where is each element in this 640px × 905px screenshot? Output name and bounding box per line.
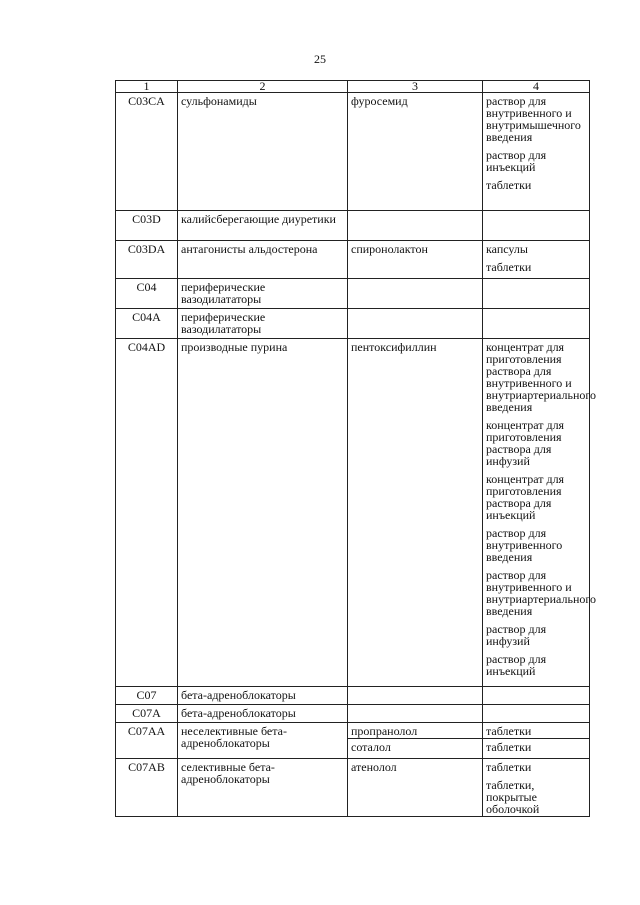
drug-name bbox=[348, 309, 483, 339]
header-col-4: 4 bbox=[483, 81, 590, 93]
dosage-form: раствор для инъекций bbox=[486, 148, 547, 174]
header-col-3: 3 bbox=[348, 81, 483, 93]
dosage-form: таблетки bbox=[483, 738, 589, 754]
drug-name: пентоксифиллин bbox=[348, 339, 483, 687]
group-name: селективные бета-адреноблокаторы bbox=[178, 759, 348, 817]
dosage-forms bbox=[483, 309, 590, 339]
drug-name: соталол bbox=[348, 738, 482, 754]
dosage-form: таблетки, покрытые оболочкой bbox=[486, 778, 540, 816]
dosage-forms bbox=[483, 241, 590, 279]
atc-code: C07A bbox=[116, 705, 178, 723]
table-row bbox=[116, 241, 590, 279]
table-row bbox=[116, 309, 590, 339]
dosage-forms bbox=[483, 705, 590, 723]
drug-name: фуросемид bbox=[348, 93, 483, 211]
table-row bbox=[116, 687, 590, 705]
dosage-form: раствор для внутривенного и внутримышечного введения bbox=[486, 94, 581, 144]
dosage-form: таблетки bbox=[486, 724, 532, 738]
dosage-form: таблетки bbox=[486, 178, 532, 192]
table-row bbox=[116, 759, 590, 817]
atc-code: C07AA bbox=[116, 723, 178, 759]
dosage-form: раствор для внутривенного и внутриартериального введения bbox=[486, 568, 596, 618]
dosage-forms bbox=[483, 759, 590, 817]
atc-code: C04 bbox=[116, 279, 178, 309]
dosage-forms bbox=[483, 93, 590, 211]
dosage-form: таблетки bbox=[486, 760, 532, 774]
group-name: периферические вазодилататоры bbox=[178, 309, 348, 339]
group-name: калийсберегающие диуретики bbox=[178, 211, 348, 241]
drug-name bbox=[348, 687, 483, 705]
dosage-form: концентрат для приготовления раствора для инъекций bbox=[486, 472, 565, 522]
group-name: сульфонамиды bbox=[178, 93, 348, 211]
page-number: 25 bbox=[314, 52, 326, 66]
header-col-2: 2 bbox=[178, 81, 348, 93]
atc-code: C07AB bbox=[116, 759, 178, 817]
dosage-form: раствор для инфузий bbox=[486, 622, 547, 648]
drug-name bbox=[348, 211, 483, 241]
dosage-forms bbox=[483, 687, 590, 705]
dosage-forms bbox=[483, 279, 590, 309]
table-row bbox=[116, 279, 590, 309]
group-name: производные пурина bbox=[178, 339, 348, 687]
dosage-forms bbox=[483, 339, 596, 687]
dosage-form: концентрат для приготовления раствора для инфузий bbox=[486, 418, 565, 468]
atc-code: C03DA bbox=[116, 241, 178, 279]
group-name: неселективные бета-адреноблокаторы bbox=[178, 723, 348, 759]
header-row bbox=[116, 81, 590, 93]
dosage-form: раствор для инъекций bbox=[486, 652, 547, 678]
dosage-forms bbox=[483, 211, 590, 241]
drug-name bbox=[348, 279, 483, 309]
atc-code: C07 bbox=[116, 687, 178, 705]
table-row bbox=[116, 705, 590, 723]
table-row bbox=[116, 211, 590, 241]
dosage-forms bbox=[483, 723, 590, 759]
drug-name bbox=[348, 723, 483, 759]
dosage-form: концентрат для приготовления раствора для внутривенного и внутриартериального введения bbox=[486, 340, 596, 414]
group-name: бета-адреноблокаторы bbox=[178, 687, 348, 705]
group-name: периферические вазодилататоры bbox=[178, 279, 348, 309]
atc-code: C04A bbox=[116, 309, 178, 339]
drug-name bbox=[348, 705, 483, 723]
dosage-form: раствор для внутривенного введения bbox=[486, 526, 563, 564]
dosage-form: капсулы bbox=[486, 242, 528, 256]
drug-name: спиронолактон bbox=[348, 241, 483, 279]
group-name: бета-адреноблокаторы bbox=[178, 705, 348, 723]
table-row bbox=[116, 93, 590, 211]
dosage-form: таблетки bbox=[486, 260, 532, 274]
drug-name: пропранолол bbox=[351, 724, 418, 738]
group-name: антагонисты альдостерона bbox=[178, 241, 348, 279]
table-row bbox=[116, 723, 590, 759]
header-col-1: 1 bbox=[116, 81, 178, 93]
drug-name: атенолол bbox=[348, 759, 483, 817]
drug-table bbox=[115, 79, 596, 817]
table-row bbox=[116, 339, 590, 687]
atc-code: C03CA bbox=[116, 93, 178, 211]
atc-code: C04AD bbox=[116, 339, 178, 687]
atc-code: C03D bbox=[116, 211, 178, 241]
